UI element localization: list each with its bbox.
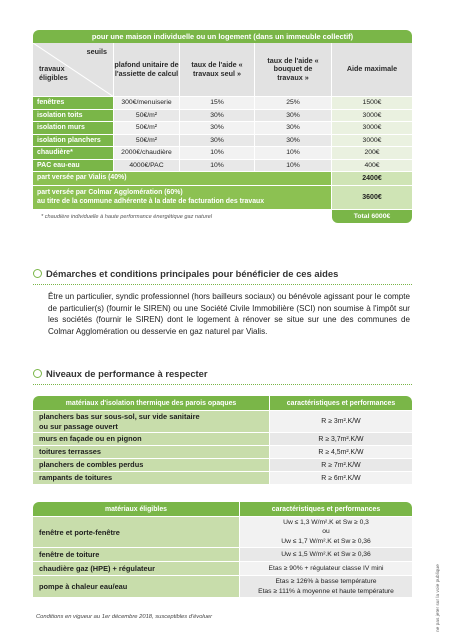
header-aide-max: Aide maximale <box>346 64 398 74</box>
row-value <box>240 548 412 561</box>
header-taux-bouquet: taux de l'aide « bouquet de travaux » <box>255 43 332 96</box>
cell-aide-max: 200€ <box>332 147 412 159</box>
cell-plafond: 4000€/PAC <box>114 160 180 172</box>
cell-taux-seul: 10% <box>180 160 255 172</box>
cell-aide-max: 3000€ <box>332 110 412 122</box>
cell-aide-max: 3000€ <box>332 135 412 147</box>
section-divider <box>33 284 412 285</box>
cell-aide-max: 400€ <box>332 160 412 172</box>
colmar-line1: part versée par Colmar Agglomération (60%) <box>37 188 183 196</box>
table-row <box>33 445 412 458</box>
row-label <box>33 446 270 458</box>
row-label: fenêtres <box>33 97 114 109</box>
table-banner: pour une maison individuelle ou un logement (dans un immeuble collectif) <box>33 30 412 43</box>
table-body <box>33 516 412 597</box>
row-value-line: Etas ≥ 90% + régulateur classe IV mini <box>268 564 384 572</box>
cell-taux-bouquet: 30% <box>255 122 332 134</box>
row-label: isolation planchers <box>33 135 114 147</box>
colmar-line2: au titre de la commune adhérente à la date de facturation des travaux <box>37 197 265 205</box>
row-value: R ≥ 3m².K/W <box>270 411 412 432</box>
table-footer <box>33 210 412 223</box>
table-row <box>33 160 412 173</box>
row-label: fenêtre et porte-fenêtre <box>33 517 240 547</box>
row-label: chaudière gaz (HPE) + régulateur <box>33 562 240 575</box>
row-value: R ≥ 3,7m².K/W <box>270 433 412 445</box>
cell-aide-max: 3000€ <box>332 122 412 134</box>
row-value-line: Etas ≥ 126% à basse température <box>275 578 377 586</box>
vialis-label: part versée par Vialis (40%) <box>33 172 332 185</box>
row-value: R ≥ 4,5m².K/W <box>270 446 412 458</box>
section-divider <box>33 384 412 385</box>
row-value <box>240 562 412 575</box>
row-value-line: ou <box>322 528 330 536</box>
conditions-paragraph: Être un particulier, syndic professionnel (hors bailleurs sociaux) ou bénévole agissant pour le compte de particulier(s) (fournir le SIREN) ou une Société Civile Immobilière (SCI) non soumise à l'impôt sur les sociétés (fournir le SIREN) dont le logement à rénover se situe sur une des communes de Colmar Agglomération ou desservie en gaz naturel par Vialis. <box>48 292 410 336</box>
header-plafond: plafond unitaire de l'assiette de calcul <box>114 43 180 96</box>
colmar-share-row <box>33 186 412 210</box>
row-label-line: toitures terrasses <box>39 447 102 457</box>
cell-taux-bouquet: 10% <box>255 160 332 172</box>
header-taux-seul: taux de l'aide « travaux seul » <box>180 43 255 96</box>
table-row <box>33 122 412 135</box>
header-materials: matériaux éligibles <box>33 502 240 516</box>
row-label: isolation toits <box>33 110 114 122</box>
table-header-row <box>33 396 412 410</box>
cell-plafond: 50€/m² <box>114 110 180 122</box>
table-row <box>33 516 412 547</box>
cell-taux-seul: 15% <box>180 97 255 109</box>
header-materials: matériaux d'isolation thermique des parois opaques <box>33 396 270 410</box>
cell-taux-seul: 30% <box>180 110 255 122</box>
cell-plafond: 50€/m² <box>114 135 180 147</box>
table-row <box>33 110 412 123</box>
table-row <box>33 471 412 484</box>
row-label <box>33 459 270 471</box>
row-value: R ≥ 7m².K/W <box>270 459 412 471</box>
colmar-amount: 3600€ <box>332 186 412 209</box>
chaudiere-footnote: * chaudière individuelle à haute performance énergétique gaz naturel <box>41 213 213 220</box>
cell-plafond: 50€/m² <box>114 122 180 134</box>
insulation-performance-table <box>33 396 412 484</box>
table-row <box>33 458 412 471</box>
side-note <box>436 532 446 632</box>
row-label: pompe à chaleur eau/eau <box>33 576 240 597</box>
section-heading-performance <box>33 368 208 379</box>
section-title: Démarches et conditions principales pour bénéficier de ces aides <box>46 268 339 279</box>
table-row <box>33 575 412 597</box>
cell-taux-seul: 30% <box>180 122 255 134</box>
row-value <box>240 517 412 547</box>
header-characteristics: caractéristiques et performances <box>240 502 412 516</box>
circle-bullet-icon <box>33 269 42 278</box>
row-label <box>33 411 270 432</box>
circle-bullet-icon <box>33 369 42 378</box>
validity-footnote: Conditions en vigueur au 1er décembre 2018, susceptibles d'évoluer <box>36 614 213 620</box>
cell-taux-bouquet: 30% <box>255 135 332 147</box>
table-row <box>33 410 412 432</box>
side-note-text: ne pas jeter sur la voie publique <box>436 564 441 632</box>
row-label: fenêtre de toiture <box>33 548 240 561</box>
cell-taux-seul: 10% <box>180 147 255 159</box>
table-row <box>33 547 412 561</box>
row-label: PAC eau-eau <box>33 160 114 172</box>
row-label-line: ou sur passage ouvert <box>39 421 118 431</box>
cell-plafond: 2000€/chaudière <box>114 147 180 159</box>
aid-rates-table <box>33 30 412 223</box>
section-title: Niveaux de performance à respecter <box>46 368 208 379</box>
header-characteristics: caractéristiques et performances <box>270 396 412 410</box>
header-travaux: travaux éligibles <box>39 64 68 82</box>
table-row <box>33 432 412 445</box>
cell-taux-bouquet: 10% <box>255 147 332 159</box>
table-row <box>33 561 412 575</box>
table-row <box>33 147 412 160</box>
equipment-performance-table <box>33 502 412 597</box>
row-label-line: planchers de combles perdus <box>39 460 144 470</box>
row-value: R ≥ 6m².K/W <box>270 472 412 484</box>
row-value-line: Uw ≤ 1,5 W/m².K et Sw ≥ 0,36 <box>281 550 371 558</box>
row-label <box>33 472 270 484</box>
row-label-line: rampants de toitures <box>39 473 113 483</box>
row-label: chaudière* <box>33 147 114 159</box>
row-value <box>240 576 412 597</box>
vialis-amount: 2400€ <box>332 172 412 185</box>
table-row <box>33 97 412 110</box>
table-body <box>33 410 412 484</box>
cell-taux-bouquet: 25% <box>255 97 332 109</box>
section-heading-demarches <box>33 268 338 279</box>
colmar-label <box>33 186 332 209</box>
row-value-line: Uw ≤ 1,7 W/m².K et Sw ≥ 0,36 <box>281 537 371 545</box>
row-label-line: murs en façade ou en pignon <box>39 434 142 444</box>
total-badge: Total 6000€ <box>332 210 412 223</box>
header-corner-cell <box>33 43 114 96</box>
row-label-line: planchers bas sur sous-sol, sur vide sanitaire <box>39 411 200 421</box>
header-seuils: seuils <box>86 47 107 56</box>
table-header-row <box>33 502 412 516</box>
row-label: isolation murs <box>33 122 114 134</box>
table-header-row <box>33 43 412 97</box>
vialis-share-row <box>33 172 412 186</box>
row-value-line: Etas ≥ 111% à moyenne et haute température <box>258 587 394 595</box>
cell-taux-bouquet: 30% <box>255 110 332 122</box>
row-value-line: Uw ≤ 1,3 W/m².K et Sw ≥ 0,3 <box>283 518 369 526</box>
cell-plafond: 300€/menuiserie <box>114 97 180 109</box>
table-row <box>33 135 412 148</box>
table-body <box>33 97 412 172</box>
cell-taux-seul: 30% <box>180 135 255 147</box>
row-label <box>33 433 270 445</box>
cell-aide-max: 1500€ <box>332 97 412 109</box>
